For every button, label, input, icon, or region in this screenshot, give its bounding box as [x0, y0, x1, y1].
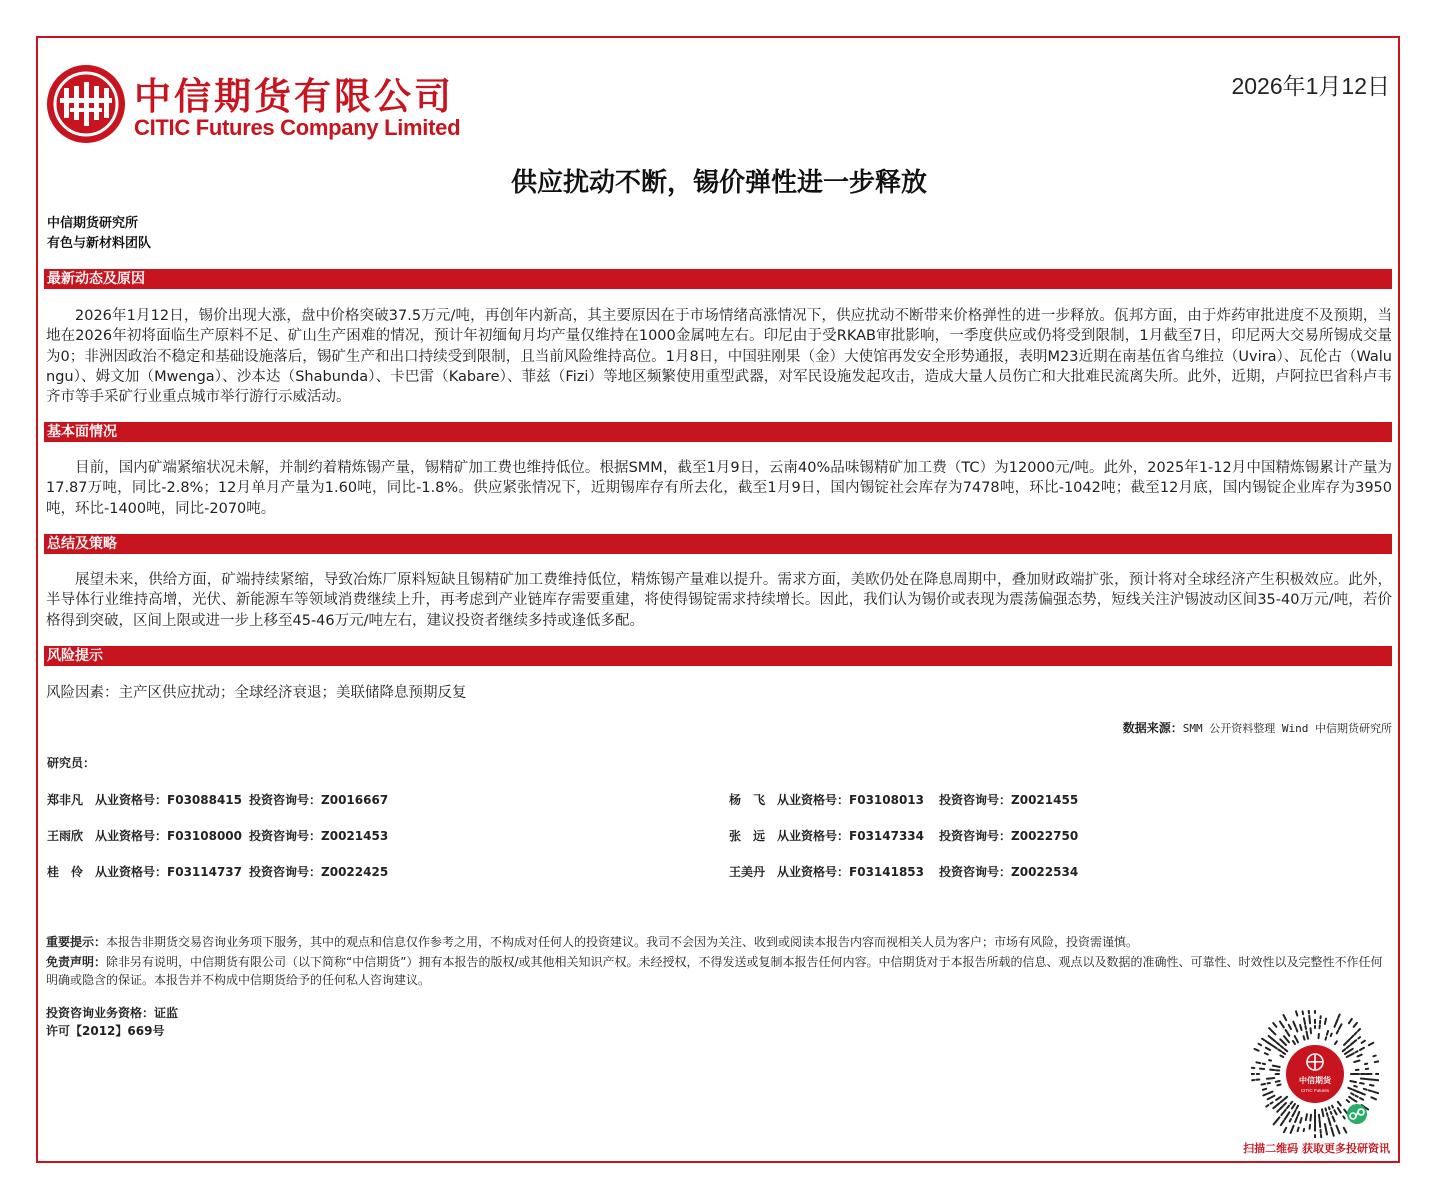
- qr-module: [1365, 1064, 1367, 1065]
- qr-module: [1305, 1026, 1306, 1029]
- data-source-label: 数据来源：: [1122, 721, 1183, 735]
- qr-caption: 扫描二维码 获取更多投研资讯: [1243, 1142, 1390, 1155]
- inv-prefix: 投资咨询号：: [939, 865, 1012, 879]
- qr-module: [1354, 1086, 1357, 1087]
- org-team: 有色与新材料团队: [47, 236, 152, 251]
- qr-module: [1325, 1019, 1326, 1024]
- qr-module: [1263, 1064, 1265, 1065]
- section-heading-fundamentals: 基本面情况: [44, 422, 1392, 442]
- qr-module: [1326, 1129, 1327, 1135]
- qr-module: [1369, 1090, 1372, 1091]
- qual-prefix: 从业资格号：: [777, 865, 850, 879]
- qr-module: [1296, 1029, 1297, 1032]
- qr-module: [1284, 1036, 1286, 1038]
- disclaimer-label: 免责声明：: [46, 955, 107, 969]
- inv-number: Z0022425: [321, 865, 389, 879]
- qr-module: [1354, 1040, 1356, 1041]
- qr-module: [1348, 1039, 1351, 1042]
- qr-module: [1304, 1129, 1305, 1131]
- qr-module: [1289, 1025, 1291, 1029]
- brand-name-en: CITIC Futures Company Limited: [134, 115, 461, 140]
- qr-module: [1265, 1053, 1268, 1054]
- qr-module: [1336, 1126, 1338, 1130]
- qr-module: [1354, 1061, 1359, 1063]
- qr-module: [1349, 1097, 1352, 1099]
- qr-module: [1295, 1036, 1296, 1038]
- qr-module: [1360, 1083, 1364, 1084]
- qr-module: [1271, 1102, 1273, 1103]
- section-heading-latest: 最新动态及原因: [44, 269, 1392, 289]
- researcher-name: 桂 伶: [47, 865, 84, 879]
- qr-module: [1269, 1028, 1272, 1031]
- inv-number: Z0022750: [1011, 829, 1079, 843]
- section-heading-strategy: 总结及策略: [44, 534, 1392, 554]
- qr-module: [1296, 1011, 1297, 1015]
- qr-module: [1343, 1049, 1345, 1051]
- qr-module: [1360, 1048, 1364, 1050]
- qr-module: [1338, 1102, 1341, 1106]
- qual-prefix: 从业资格号：: [777, 829, 850, 843]
- qr-module: [1309, 1010, 1310, 1013]
- qr-module: [1274, 1121, 1277, 1124]
- qr-module: [1293, 1022, 1295, 1027]
- license-line-1: 投资咨询业务资格：证监: [46, 1006, 179, 1020]
- qr-code-icon[interactable]: [1251, 1010, 1379, 1138]
- qr-module: [1351, 1053, 1354, 1054]
- qr-module: [1356, 1051, 1358, 1052]
- qr-module: [1360, 1098, 1363, 1100]
- qr-module: [1349, 1049, 1353, 1051]
- section-body-fundamentals: 目前，国内矿端紧缩状况未解，并制约着精炼锡产量，锡精矿加工费也维持低位。根据SMM，截至1月9日，云南40%品味锡精矿加工费（TC）为12000元/吨。此外，2025年1-12月中国精炼锡累计产量为17.87万吨，同比-2.8%；12月单月产量为1.60吨，同比-1.8%。供应紧张情况下，近期锡库存有所去化，截至1月9日，国内锡锭社会库存为7478吨，环比-1042吨；截至12月底，国内锡锭企业库存为3950吨，环比-1400吨，同比-2070吨。: [46, 460, 1392, 517]
- qr-module: [1332, 1106, 1333, 1108]
- qr-module: [1281, 1046, 1284, 1048]
- qr-module: [1358, 1055, 1362, 1057]
- qr-module: [1287, 1106, 1289, 1108]
- researcher-row: [47, 827, 388, 844]
- qr-module: [1271, 1096, 1274, 1098]
- qr-module: [1263, 1089, 1266, 1090]
- important-notice: [46, 933, 1392, 951]
- qr-module: [1331, 1112, 1332, 1114]
- qr-module: [1292, 1115, 1293, 1117]
- qr-module: [1284, 1015, 1287, 1020]
- qr-module: [1304, 1018, 1305, 1024]
- qr-module: [1268, 1098, 1270, 1099]
- important-notice-label: 重要提示：: [46, 935, 107, 949]
- qual-number: F03108000: [167, 829, 243, 843]
- qr-module: [1291, 1102, 1293, 1104]
- qr-module: [1298, 1112, 1299, 1115]
- qr-module: [1362, 1041, 1365, 1043]
- qr-module: [1347, 1046, 1350, 1048]
- qual-prefix: 从业资格号：: [777, 793, 850, 807]
- qr-module: [1280, 1022, 1281, 1024]
- qr-module: [1327, 1031, 1328, 1035]
- qr-module: [1338, 1015, 1339, 1018]
- qr-module: [1286, 1030, 1287, 1032]
- qr-module: [1293, 1041, 1295, 1044]
- qr-module: [1273, 1106, 1275, 1108]
- qr-module: [1322, 1109, 1323, 1113]
- qr-module: [1326, 1108, 1327, 1110]
- qr-module: [1296, 1039, 1298, 1042]
- qr-module: [1284, 1128, 1286, 1132]
- qr-module: [1304, 1036, 1305, 1039]
- qr-module: [1358, 1037, 1360, 1039]
- qr-module: [1311, 1028, 1312, 1033]
- section-body-strategy: 展望未来，供给方面，矿端持续紧缩，导致冶炼厂原料短缺且锡精矿加工费维持低位，精炼锡产量难以提升。需求方面，美欧仍处在降息周期中，叠加财政端扩张，预计将对全球经济产生积极效应。此外，半导体行业维持高增，光伏、新能源车等领域消费继续上升，再考虑到产业链库存需要重建，将使得锡锭需求持续增长。因此，我们认为锡价或表现为震荡偏强态势，短线关注沪锡波动区间35-40万元/吨，若价格得到突破，区间上限或进一步上移至45-46万元/吨左右，建议投资者继续多持或逢低多配。: [46, 572, 1392, 629]
- license-line-2: 许可【2012】669号: [46, 1024, 165, 1038]
- qr-module: [1280, 1039, 1282, 1041]
- qr-module: [1307, 1035, 1308, 1039]
- section-heading-risk: 风险提示: [44, 646, 1392, 666]
- qr-module: [1347, 1100, 1349, 1102]
- report-date: 2026年1月12日: [1231, 73, 1390, 99]
- researcher-row: [729, 827, 1078, 844]
- qr-module: [1338, 1108, 1341, 1113]
- qr-center-text-cn: 中信期货: [1299, 1076, 1331, 1085]
- qr-module: [1269, 1060, 1271, 1061]
- qr-module: [1280, 1107, 1283, 1110]
- qr-module: [1356, 1096, 1358, 1097]
- qr-module: [1329, 1107, 1330, 1109]
- disclaimer: [46, 953, 1392, 989]
- qr-module: [1375, 1061, 1379, 1062]
- qr-module: [1281, 1113, 1282, 1115]
- qr-module: [1276, 1097, 1281, 1100]
- citic-logo-icon: [46, 64, 126, 144]
- qr-module: [1266, 1041, 1269, 1043]
- qr-module: [1295, 1117, 1297, 1123]
- qr-module: [1276, 1066, 1280, 1067]
- qr-module: [1337, 1031, 1339, 1034]
- qual-number: F03147334: [849, 829, 925, 843]
- researcher-name: 王美丹: [729, 865, 766, 879]
- qr-module: [1348, 1088, 1351, 1089]
- researchers-label: 研究员：: [47, 756, 96, 770]
- inv-number: Z0021455: [1011, 793, 1079, 807]
- qr-module: [1272, 1031, 1275, 1034]
- qr-module: [1283, 1103, 1286, 1106]
- qr-module: [1366, 1108, 1369, 1110]
- qr-module: [1344, 1042, 1347, 1045]
- qr-module: [1277, 1110, 1279, 1112]
- qr-module: [1278, 1050, 1281, 1052]
- inv-prefix: 投资咨询号：: [249, 793, 322, 807]
- inv-prefix: 投资咨询号：: [249, 829, 322, 843]
- qr-module: [1273, 1023, 1276, 1027]
- inv-number: Z0016667: [321, 793, 389, 807]
- qr-module: [1282, 1052, 1285, 1054]
- qr-module: [1330, 1123, 1331, 1126]
- researcher-name: 王雨欣: [47, 829, 84, 843]
- qr-module: [1358, 1029, 1360, 1031]
- qr-module: [1255, 1049, 1259, 1051]
- qr-module: [1300, 1025, 1302, 1030]
- qual-prefix: 从业资格号：: [95, 865, 168, 879]
- qr-module: [1362, 1094, 1365, 1095]
- qr-module: [1351, 1036, 1353, 1038]
- qr-module: [1285, 1049, 1288, 1051]
- important-notice-text: 本报告非期货交易咨询业务项下服务，其中的观点和信息仅作参考之用，不构成对任何人的投资建议。我司不会因为关注、收到或阅读本报告内容而视相关人员为客户；市场有风险，投资需谨慎。: [106, 935, 1139, 949]
- qr-module: [1287, 1033, 1289, 1036]
- data-source: [1123, 719, 1392, 736]
- qr-module: [1284, 1097, 1287, 1100]
- qr-module: [1287, 1039, 1290, 1042]
- qr-module: [1351, 1093, 1354, 1094]
- qr-module: [1298, 1128, 1299, 1132]
- researcher-name: 杨 飞: [729, 793, 766, 807]
- inv-number: Z0021453: [321, 829, 389, 843]
- qual-number: F03114737: [167, 865, 243, 879]
- researcher-row: [47, 863, 388, 880]
- qr-module: [1307, 1032, 1308, 1034]
- qr-module: [1331, 1034, 1332, 1037]
- qr-module: [1292, 1104, 1295, 1109]
- qr-module: [1369, 1043, 1374, 1045]
- qr-module: [1335, 1041, 1337, 1044]
- qr-module: [1262, 1084, 1266, 1085]
- researcher-row: [729, 791, 1078, 808]
- qr-module: [1297, 1106, 1299, 1109]
- qr-module: [1353, 1100, 1356, 1102]
- qr-module: [1373, 1056, 1375, 1057]
- qr-module: [1350, 1081, 1356, 1082]
- researcher-name: 郑非凡: [47, 793, 84, 807]
- qual-number: F03141853: [849, 865, 925, 879]
- disclaimer-text: 除非另有说明，中信期货有限公司（以下简称“中信期货”）拥有本报告的版权/或其他相关知识产权。未经授权，不得发送或复制本报告任何内容。中信期货对于本报告所载的信息、观点以及数据的准确性、可靠性、时效性以及完整性不作任何明确或隐含的保证。本报告并不构成中信期货给予的任何私人咨询建议。: [46, 955, 1383, 987]
- qr-module: [1256, 1062, 1260, 1063]
- qual-prefix: 从业资格号：: [95, 793, 168, 807]
- qr-module: [1269, 1036, 1272, 1039]
- qr-module: [1291, 1130, 1292, 1133]
- qr-module: [1262, 1039, 1264, 1040]
- qr-module: [1277, 1043, 1280, 1045]
- qr-module: [1269, 1092, 1273, 1094]
- inv-prefix: 投资咨询号：: [249, 865, 322, 879]
- qr-module: [1373, 1092, 1378, 1094]
- qr-module: [1263, 1094, 1268, 1096]
- qr-module: [1370, 1085, 1374, 1086]
- qr-module: [1273, 1046, 1277, 1048]
- qr-module: [1327, 1113, 1328, 1116]
- qr-module: [1300, 1118, 1301, 1123]
- qr-module: [1338, 1130, 1339, 1133]
- qr-center-text-en: CITIC Futures: [1300, 1088, 1330, 1093]
- qr-module: [1306, 1114, 1307, 1120]
- qr-module: [1371, 1097, 1376, 1099]
- qr-module: [1281, 1100, 1284, 1102]
- brand-name-cn: 中信期货有限公司: [134, 74, 454, 118]
- qr-module: [1333, 1117, 1335, 1122]
- researcher-row: [47, 791, 388, 808]
- qr-module: [1354, 1023, 1357, 1027]
- qr-module: [1326, 1037, 1327, 1040]
- qr-module: [1303, 1011, 1304, 1014]
- qr-module: [1277, 1085, 1280, 1086]
- data-source-text: SMM 公开资料整理 Wind 中信期货研究所: [1182, 722, 1392, 735]
- section-body-latest: 2026年1月12日，锡价出现大涨，盘中价格突破37.5万元/吨，再创年内新高，其主要原因在于市场情绪高涨情况下，供应扰动不断带来价格弹性的进一步释放。佤邦方面，由于炸药审批进度不及预期，当地在2026年初将面临生产原料不足、矿山生产困难的情况，预计年初缅甸月均产量仅维持在1000金属吨左右。印尼由于受RKAB审批影响，一季度供应或仍将受到限制，1月截至7日，印尼两大交易所锡成交量为0；非洲因政治不稳定和基础设施落后，锡矿生产和出口持续受到限制，且当前风险维持高位。1月8日，中国驻刚果（金）大使馆再发安全形势通报，表明M23近期在南基伍省乌维拉（Uvira）、瓦伦古（Walungu）、姆文加（Mwenga）、沙本达（Shabunda）、卡巴雷（Kabare）、菲兹（Fizi）等地区频繁使用重型武器，对军民设施发起攻击，造成大量人员伤亡和大批难民流离失所。此外，近期，卢阿拉巴省科卢韦齐市等手采矿行业重点城市举行游行示威活动。: [46, 308, 1392, 406]
- qr-module: [1355, 1032, 1357, 1034]
- qr-module: [1283, 1110, 1286, 1113]
- qr-module: [1259, 1044, 1262, 1045]
- inv-prefix: 投资咨询号：: [939, 829, 1012, 843]
- qr-module: [1344, 1128, 1347, 1133]
- qr-module: [1334, 1110, 1336, 1114]
- qr-module: [1336, 1019, 1337, 1022]
- inv-prefix: 投资咨询号：: [939, 793, 1012, 807]
- qr-module: [1290, 1119, 1291, 1121]
- researcher-row: [729, 863, 1078, 880]
- qr-module: [1343, 1116, 1344, 1118]
- qr-module: [1310, 1115, 1311, 1121]
- qr-module: [1285, 1116, 1287, 1119]
- qr-module: [1331, 1128, 1332, 1132]
- inv-number: Z0022534: [1011, 865, 1079, 879]
- qr-module: [1345, 1052, 1348, 1054]
- researcher-name: 张 远: [729, 829, 766, 843]
- qr-module: [1276, 1081, 1280, 1082]
- qr-module: [1281, 1121, 1284, 1126]
- qr-module: [1339, 1024, 1342, 1029]
- org-institute: 中信期货研究所: [47, 216, 139, 231]
- section-body-risk: 风险因素：主产区供应扰动；全球经济衰退；美联储降息预期反复: [46, 685, 467, 701]
- qr-module: [1333, 1132, 1334, 1135]
- report-title: 供应扰动不断，锡价弹性进一步释放: [510, 168, 927, 198]
- qual-number: F03088415: [167, 793, 243, 807]
- qual-number: F03108013: [849, 793, 925, 807]
- qr-module: [1349, 1019, 1352, 1023]
- qr-module: [1266, 1048, 1270, 1050]
- qual-prefix: 从业资格号：: [95, 829, 168, 843]
- qr-module: [1280, 1056, 1283, 1058]
- qr-module: [1266, 1105, 1268, 1106]
- qr-module: [1292, 1126, 1294, 1130]
- qr-module: [1364, 1089, 1367, 1090]
